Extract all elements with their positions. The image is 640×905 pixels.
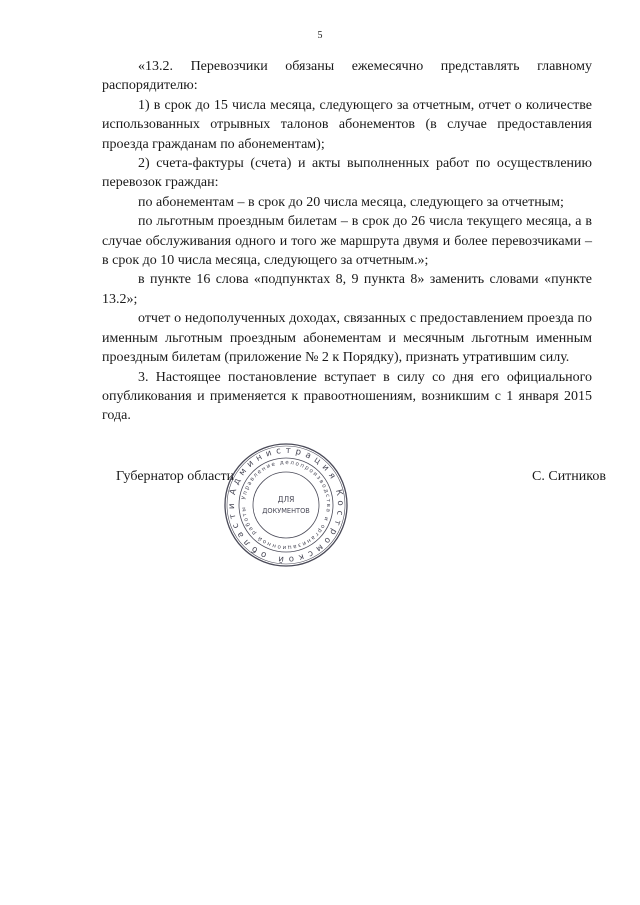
page-number: 5 [317,30,323,41]
official-stamp [218,440,354,570]
paragraph-effective-date: 3. Настоящее постановление вступает в силу со дня его официального опубликования и применяется к правоотношениям, возникшим с 1 января 2015 года. [102,369,592,424]
paragraph-ticket-deadline: по льготным проездным билетам – в срок до 26 числа текущего месяца, а в случае обслуживания одного и того же маршрута двумя и более перевозчиками – в срок до 10 числа месяца, следующего за отчетным.»; [102,214,592,269]
stamp-inner-ring: Управление делопроизводства и организационной работы [241,459,332,551]
paragraph-abonement-deadline: по абонементам – в срок до 20 числа месяца, следующего за отчетным; [138,194,564,210]
stamp-center-line1: ДЛЯ [277,495,295,504]
signer-title: Губернатор области [116,469,235,484]
paragraph-point-16: в пункте 16 слова «подпунктах 8, 9 пункта 8» заменить словами «пункте 13.2»; [102,272,592,307]
signature-block [102,469,606,489]
stamp-outer-ring: Администрация Костромской области [226,445,346,565]
document-body [102,57,592,426]
paragraph-subitem-1: 1) в срок до 15 числа месяца, следующего за отчетным, отчет о количестве использованных отрывных талонов абонементов (в случае предоставления проезда гражданам по абонементам); [102,97,592,152]
paragraph-13-2-intro: «13.2. Перевозчики обязаны ежемесячно представлять главному распорядителю: [102,59,592,94]
signer-name: С. Ситников [532,469,606,484]
stamp-seal-icon [218,440,354,570]
paragraph-subitem-2: 2) счета-фактуры (счета) и акты выполненных работ по осуществлению перевозок граждан: [102,156,592,191]
paragraph-report-void: отчет о недополученных доходах, связанных с предоставлением проезда по именным льготным проездным абонементам и месячным льготным именным проездным билетам (приложение № 2 к Порядку), признать утратившим силу. [102,311,592,366]
stamp-center-line2: ДОКУМЕНТОВ [262,507,310,515]
